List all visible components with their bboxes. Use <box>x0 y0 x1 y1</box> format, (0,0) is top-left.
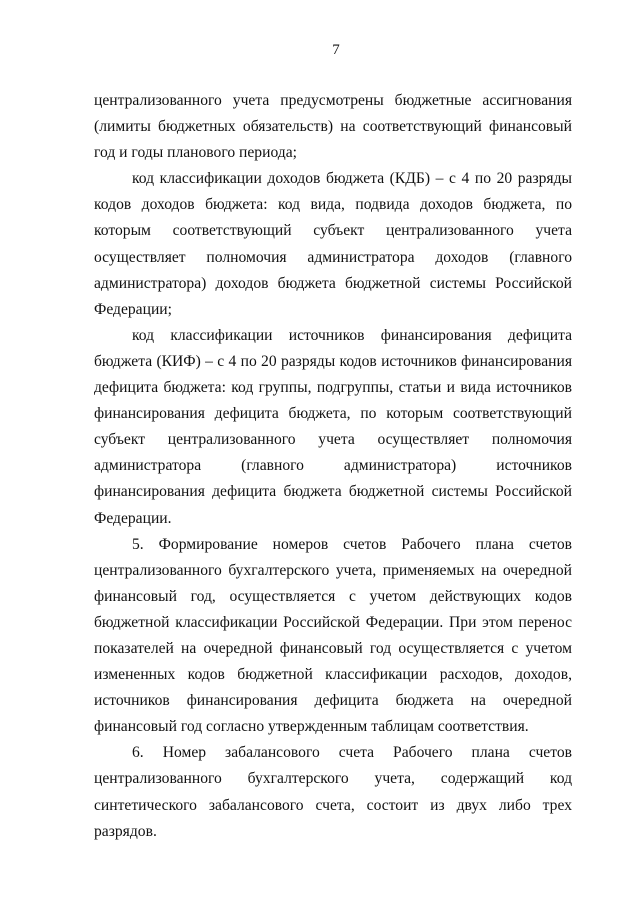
paragraph-kif-code: код классификации источников финансирования дефицита бюджета (КИФ) – с 4 по 20 разряды кодов источников финансирования дефицита бюджета: код группы, подгруппы, статьи и вида источников финансирования дефицита бюджета, по которым соответствующий субъект централизованного учета осуществляет полномочия администратора (главного администратора) источников финансирования дефицита бюджета бюджетной системы Российской Федерации. <box>94 326 572 527</box>
page-number: 7 <box>332 42 340 58</box>
paragraph-budget-allocations: централизованного учета предусмотрены бюджетные ассигнования (лимиты бюджетных обязательств) на соответствующий финансовый год и годы планового периода; <box>94 92 572 162</box>
paragraph-item-6: 6. Номер забалансового счета Рабочего плана счетов централизованного бухгалтерского учета, содержащий код синтетического забалансового счета, состоит из двух либо трех разрядов. <box>94 744 572 840</box>
paragraph-item-5: 5. Формирование номеров счетов Рабочего плана счетов централизованного бухгалтерского учета, применяемых на очередной финансовый год, осуществляется с учетом действующих кодов бюджетной классификации Российской Федерации. При этом перенос показателей на очередной финансовый год осуществляется с учетом измененных кодов бюджетной классификации расходов, доходов, источников финансирования дефицита бюджета на очередной финансовый год согласно утвержденным таблицам соответствия. <box>94 535 572 736</box>
document-body <box>94 88 572 845</box>
paragraph-kdb-code: код классификации доходов бюджета (КДБ) – с 4 по 20 разряды кодов доходов бюджета: код вида, подвида доходов бюджета, по которым соответствующий субъект централизованного учета осуществляет полномочия администратора доходов (главного администратора) доходов бюджета бюджетной системы Российской Федерации; <box>94 170 572 318</box>
